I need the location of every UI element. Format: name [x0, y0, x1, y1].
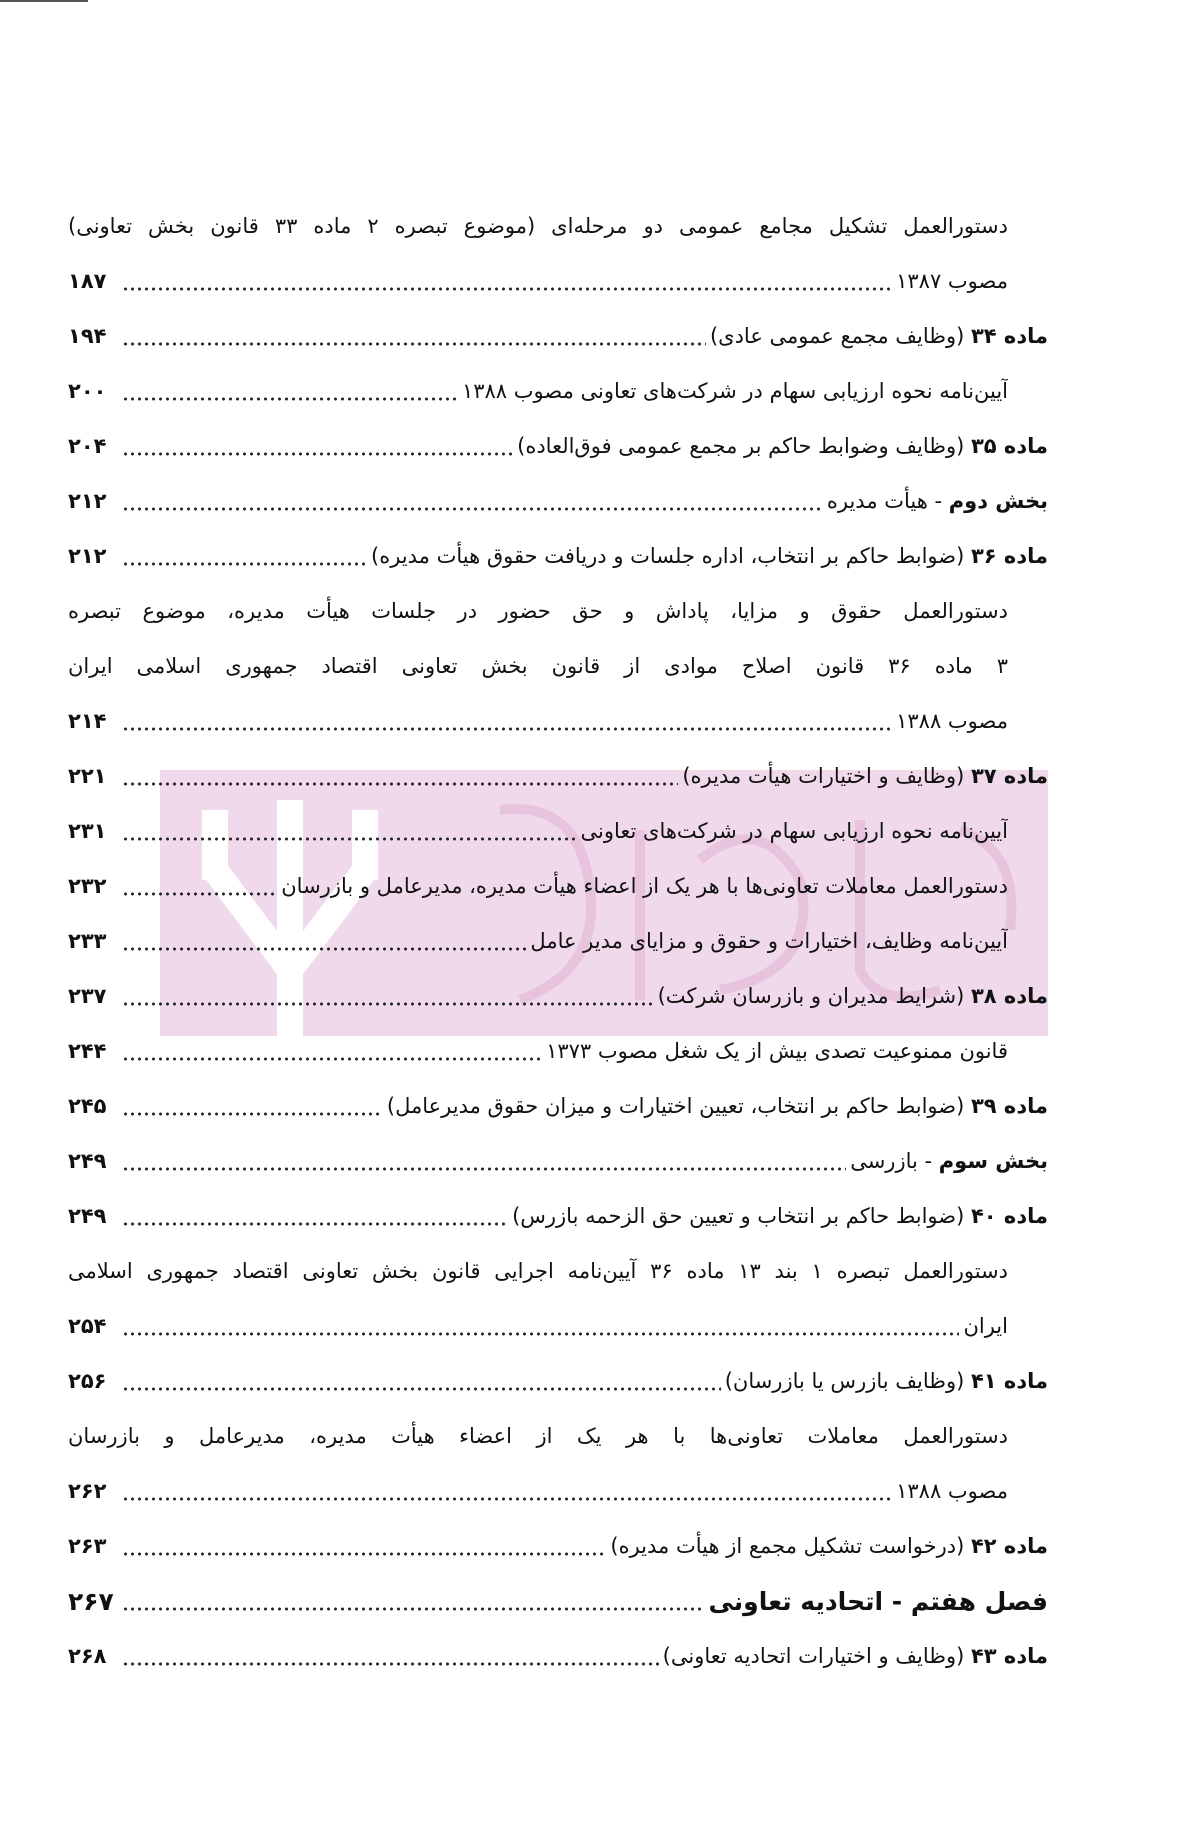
page-number: ۲۴۵	[68, 1094, 107, 1118]
page-number: ۲۳۱	[68, 819, 107, 843]
toc-entry-text: (وظایف و اختیارات هیأت مدیره)	[682, 764, 971, 788]
leader-dots	[122, 1330, 959, 1338]
leader-dots	[122, 945, 526, 953]
toc-entry-continuation-line: دستورالعمل حقوق و مزایا، پاداش و حق حضور در جلسات هیأت مدیره، موضوع تبصره	[68, 599, 1008, 623]
toc-entry-text: - بازرسی	[850, 1149, 939, 1173]
toc-entry-title	[371, 529, 1048, 584]
toc-entry-text: (درخواست تشکیل مجمع از هیأت مدیره)	[610, 1534, 971, 1558]
toc-entry-title	[281, 859, 1008, 914]
toc-entry-title	[580, 804, 1008, 859]
table-of-contents	[68, 199, 1048, 1684]
page-number: ۱۹۴	[68, 324, 107, 348]
toc-entry-text: (وظایف مجمع عمومی عادی)	[709, 324, 971, 348]
page-number: ۲۴۹	[68, 1204, 107, 1228]
toc-entry-label: ماده ۴۱	[970, 1369, 1048, 1393]
toc-entry-row[interactable]	[68, 859, 1048, 914]
toc-entry-row[interactable]	[68, 1134, 1048, 1189]
toc-entry-row[interactable]	[68, 914, 1048, 969]
toc-entry-title	[517, 419, 1048, 474]
leader-dots	[122, 395, 458, 403]
toc-entry-title	[827, 474, 1048, 529]
toc-entry-title	[387, 1079, 1048, 1134]
toc-entry-text: مصوب ۱۳۸۸	[896, 1479, 1008, 1503]
toc-entry-title	[963, 1299, 1008, 1354]
toc-entry-label: ماده ۳۵	[970, 434, 1048, 458]
page-number: ۲۱۲	[68, 489, 107, 513]
toc-entry-label: بخش سوم	[938, 1149, 1048, 1173]
page-edge-line	[0, 0, 88, 2]
page-number: ۲۰۴	[68, 434, 107, 458]
page-number: ۲۶۷	[68, 1587, 114, 1616]
page-number: ۲۵۶	[68, 1369, 107, 1393]
toc-entry-row[interactable]	[68, 529, 1048, 584]
toc-entry-row[interactable]	[68, 1024, 1048, 1079]
leader-dots	[122, 505, 823, 513]
toc-entry-label: ماده ۴۰	[970, 1204, 1048, 1228]
toc-chapter-row[interactable]	[68, 1574, 1048, 1629]
leader-dots	[122, 340, 706, 348]
toc-entry-row[interactable]	[68, 474, 1048, 529]
toc-entry-label: ماده ۳۸	[970, 984, 1048, 1008]
page-number: ۲۶۲	[68, 1479, 107, 1503]
toc-entry-row[interactable]	[68, 749, 1048, 804]
toc-entry-row[interactable]	[68, 969, 1048, 1024]
leader-dots	[122, 1110, 383, 1118]
toc-entry-text: (شرایط مدیران و بازرسان شرکت)	[657, 984, 971, 1008]
toc-entry-label: فصل هفتم - اتحادیه تعاونی	[708, 1587, 1048, 1616]
toc-entry-title	[682, 749, 1048, 804]
toc-entry-label: ماده ۳۶	[970, 544, 1048, 568]
toc-entry-row[interactable]	[68, 1464, 1048, 1519]
toc-entry-label: ماده ۴۲	[970, 1534, 1048, 1558]
leader-dots	[122, 285, 892, 293]
page-number: ۲۶۸	[68, 1644, 107, 1668]
leader-dots	[122, 1660, 659, 1668]
leader-dots	[122, 560, 367, 568]
toc-entry-text: ایران	[963, 1314, 1008, 1338]
toc-entry-text: آیین‌نامه وظایف، اختیارات و حقوق و مزایای مدیر عامل	[530, 929, 1008, 953]
page-number: ۲۴۹	[68, 1149, 107, 1173]
toc-entry-row[interactable]	[68, 1299, 1048, 1354]
toc-entry-continuation-line: دستورالعمل معاملات تعاونی‌ها با هر یک از اعضاء هیأت مدیره، مدیرعامل و بازرسان	[68, 1424, 1008, 1448]
toc-entry-row[interactable]	[68, 1079, 1048, 1134]
toc-entry-text: (ضوابط حاکم بر انتخاب و تعیین حق الزحمه بازرس)	[512, 1204, 971, 1228]
leader-dots	[122, 1385, 721, 1393]
page-number: ۲۳۲	[68, 874, 107, 898]
toc-entry-text: (وظایف بازرس یا بازرسان)	[724, 1369, 971, 1393]
toc-entry-row[interactable]	[68, 364, 1048, 419]
page-number: ۲۴۴	[68, 1039, 107, 1063]
toc-entry-title	[896, 1464, 1008, 1519]
toc-entry-text: مصوب ۱۳۸۸	[896, 709, 1008, 733]
toc-entry-label: ماده ۳۹	[970, 1094, 1048, 1118]
toc-entry-text: دستورالعمل معاملات تعاونی‌ها با هر یک از اعضاء هیأت مدیره، مدیرعامل و بازرسان	[281, 874, 1008, 898]
leader-dots	[122, 890, 277, 898]
toc-entry-label: ماده ۴۳	[970, 1644, 1048, 1668]
toc-entry-row[interactable]	[68, 694, 1048, 749]
toc-entry-title	[725, 1354, 1048, 1409]
leader-dots	[122, 1220, 508, 1228]
toc-entry-title	[709, 1574, 1049, 1629]
toc-entry-row[interactable]	[68, 1629, 1048, 1684]
leader-dots	[122, 780, 678, 788]
toc-entry-title	[663, 1629, 1048, 1684]
toc-entry-text: (وظایف وضوابط حاکم بر مجمع عمومی فوق‌العاده)	[517, 434, 971, 458]
leader-dots	[122, 1495, 892, 1503]
leader-dots	[122, 450, 513, 458]
toc-entry-label: ماده ۳۷	[970, 764, 1048, 788]
toc-entry-row[interactable]	[68, 804, 1048, 859]
toc-entry-text: (وظایف و اختیارات اتحادیه تعاونی)	[662, 1644, 971, 1668]
page-number: ۲۱۲	[68, 544, 107, 568]
page-number: ۲۶۳	[68, 1534, 107, 1558]
toc-entry-title	[512, 1189, 1048, 1244]
toc-entry-text: - هیأت مدیره	[826, 489, 949, 513]
toc-entry-text: (ضوابط حاکم بر انتخاب، تعیین اختیارات و میزان حقوق مدیرعامل)	[386, 1094, 971, 1118]
page-number: ۲۲۱	[68, 764, 107, 788]
toc-entry-row[interactable]	[68, 419, 1048, 474]
page-number: ۲۱۴	[68, 709, 107, 733]
toc-entry-label: بخش دوم	[948, 489, 1048, 513]
toc-entry-text: مصوب ۱۳۸۷	[896, 269, 1008, 293]
toc-entry-text: آیین‌نامه نحوه ارزیابی سهام در شرکت‌های تعاونی	[580, 819, 1008, 843]
leader-dots	[122, 1605, 705, 1613]
toc-entry-continuation-line: دستورالعمل تبصره ۱ بند ۱۳ ماده ۳۶ آیین‌نامه اجرایی قانون بخش تعاونی اقتصاد جمهوری اسلامی	[68, 1259, 1008, 1283]
toc-entry-text: قانون ممنوعیت تصدی بیش از یک شغل مصوب ۱۳۷۳	[546, 1039, 1008, 1063]
toc-entry-title	[896, 254, 1008, 309]
toc-entry-row[interactable]	[68, 1519, 1048, 1574]
toc-entry-row[interactable]	[68, 1354, 1048, 1409]
toc-entry-row[interactable]	[68, 254, 1048, 309]
toc-entry-title	[710, 309, 1048, 364]
toc-entry-title	[658, 969, 1048, 1024]
leader-dots	[122, 725, 892, 733]
toc-entry-title	[850, 1134, 1048, 1189]
toc-entry-continuation-line: دستورالعمل تشکیل مجامع عمومی دو مرحله‌ای (موضوع تبصره ۲ ماده ۳۳ قانون بخش تعاونی)	[68, 214, 1008, 238]
page-number: ۲۵۴	[68, 1314, 107, 1338]
toc-entry-text: (ضوابط حاکم بر انتخاب، اداره جلسات و دریافت حقوق هیأت مدیره)	[371, 544, 971, 568]
page-number: ۲۳۷	[68, 984, 107, 1008]
toc-entry-title	[546, 1024, 1008, 1079]
toc-entry-continuation-line: ۳ ماده ۳۶ قانون اصلاح موادی از قانون بخش تعاونی اقتصاد جمهوری اسلامی ایران	[68, 654, 1008, 678]
leader-dots	[122, 1165, 846, 1173]
toc-entry-title	[462, 364, 1008, 419]
toc-entry-text: آیین‌نامه نحوه ارزیابی سهام در شرکت‌های تعاونی مصوب ۱۳۸۸	[461, 379, 1008, 403]
leader-dots	[122, 1055, 542, 1063]
toc-entry-title	[610, 1519, 1048, 1574]
toc-entry-title	[896, 694, 1008, 749]
page-number: ۲۰۰	[68, 379, 107, 403]
toc-entry-label: ماده ۳۴	[970, 324, 1048, 348]
toc-entry-row[interactable]	[68, 309, 1048, 364]
leader-dots	[122, 835, 576, 843]
toc-entry-row[interactable]	[68, 1189, 1048, 1244]
leader-dots	[122, 1000, 654, 1008]
toc-entry-title	[530, 914, 1008, 969]
page-number: ۲۳۳	[68, 929, 107, 953]
page-number: ۱۸۷	[68, 269, 107, 293]
leader-dots	[122, 1550, 606, 1558]
